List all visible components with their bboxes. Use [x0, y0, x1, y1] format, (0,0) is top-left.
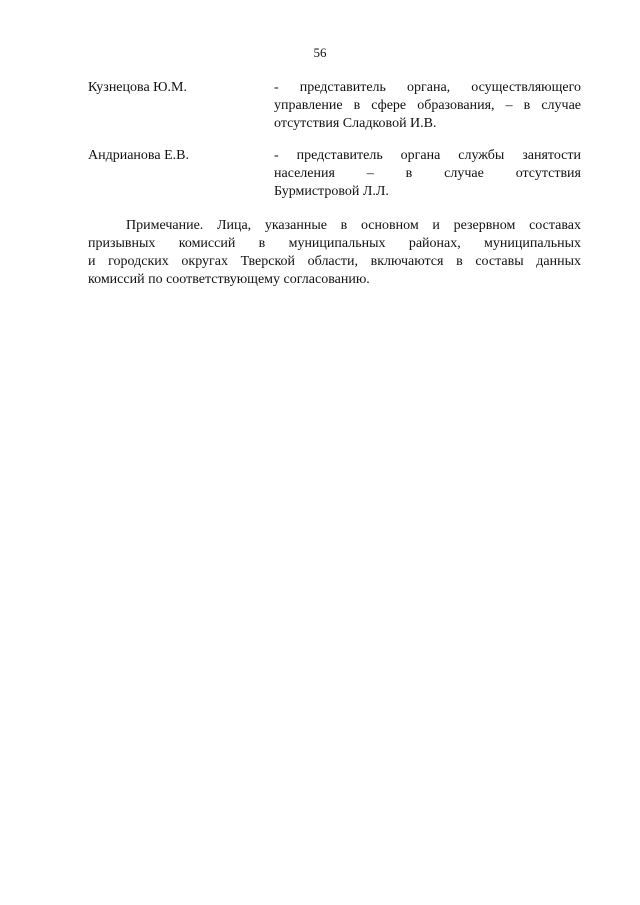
note-line: призывных комиссий в муниципальных районах, муниципальных — [88, 236, 581, 251]
entry-desc-line: отсутствия Сладковой И.В. — [274, 116, 437, 131]
entry-desc-line: - представитель органа, осуществляющего — [274, 80, 581, 95]
note-line: Примечание. Лица, указанные в основном и резервном составах — [126, 218, 581, 233]
entry-person-name: Кузнецова Ю.М. — [88, 80, 187, 95]
entry-desc-line: - представитель органа службы занятости — [274, 148, 581, 163]
entry-desc-line: управление в сфере образования, – в случае — [274, 98, 581, 113]
entry-person-name: Андрианова Е.В. — [88, 148, 189, 163]
entry-role-description — [274, 147, 581, 201]
entry-desc-line: населения – в случае отсутствия — [274, 166, 581, 181]
entry-role-description — [274, 79, 581, 133]
note-paragraph — [88, 217, 581, 289]
page-number: 56 — [313, 45, 327, 60]
note-line: комиссий по соответствующему согласованию. — [88, 272, 370, 287]
entry-desc-line: Бурмистровой Л.Л. — [274, 184, 389, 199]
note-line: и городских округах Тверской области, включаются в составы данных — [88, 254, 581, 269]
